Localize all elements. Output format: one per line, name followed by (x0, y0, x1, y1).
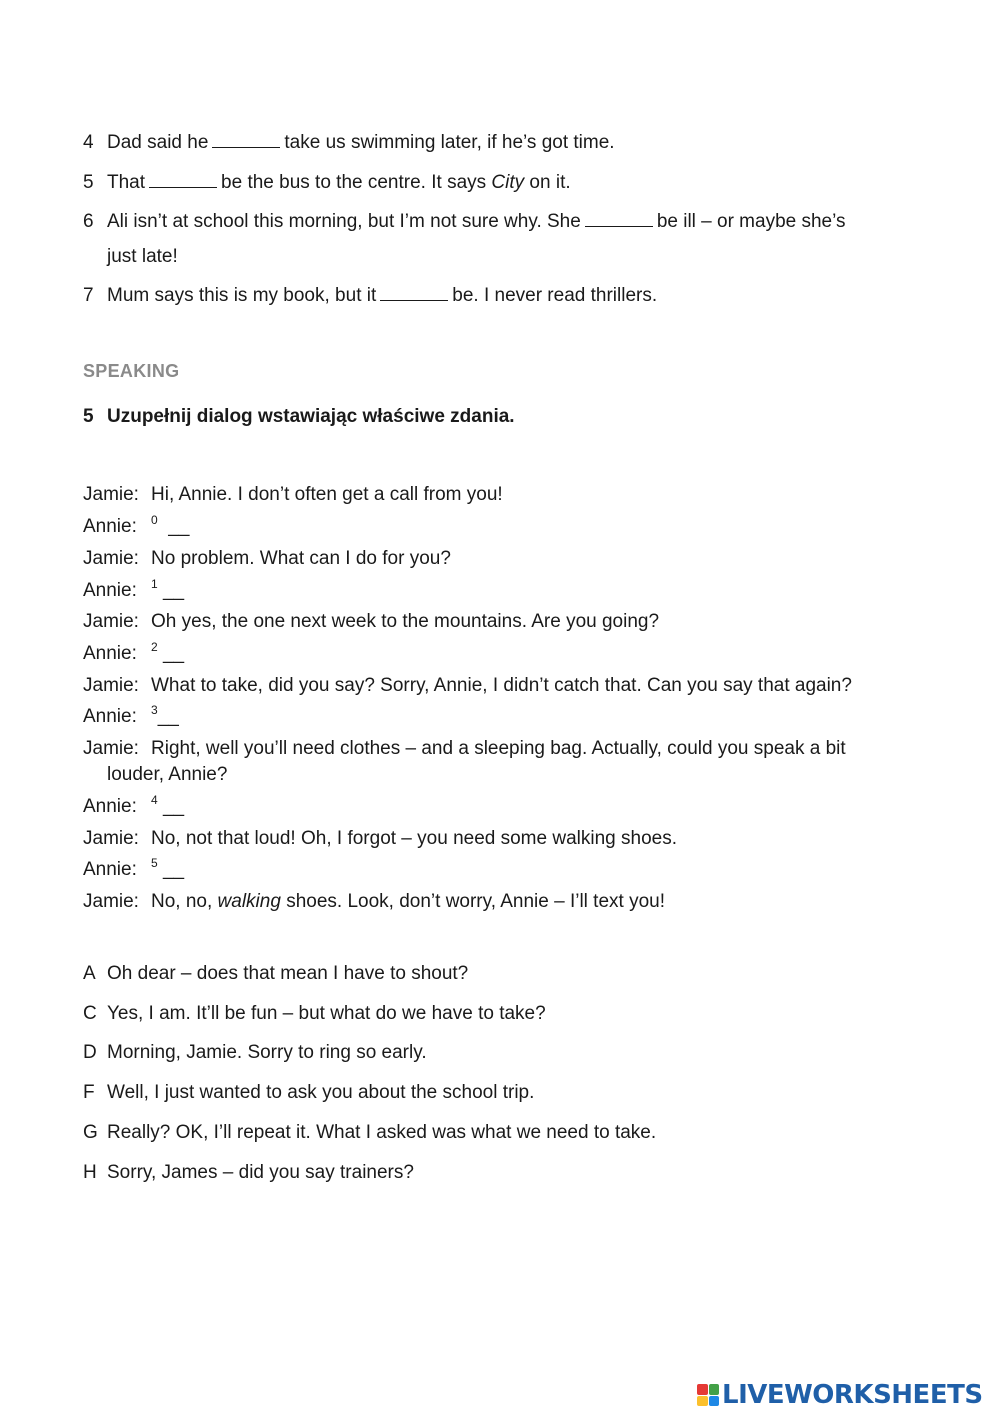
option-letter: H (83, 1162, 97, 1183)
dialogue-line: Oh yes, the one next week to the mountains. Are you going? (151, 611, 660, 632)
item-text: on it. (524, 172, 571, 193)
dialogue-line: No, no, (151, 891, 218, 912)
option-letter: A (83, 963, 96, 984)
dialogue-line: What to take, did you say? Sorry, Annie, I didn’t catch that. Can you say that again? (151, 675, 852, 696)
option-text: Sorry, James – did you say trainers? (107, 1162, 414, 1183)
item-number: 7 (83, 285, 94, 306)
dialogue-line: No, not that loud! Oh, I forgot – you need some walking shoes. (151, 828, 677, 849)
speaker-label: Annie: (83, 643, 137, 664)
option-text: Well, I just wanted to ask you about the school trip. (107, 1082, 535, 1103)
task-instruction: Uzupełnij dialog wstawiając właściwe zdania. (107, 406, 515, 427)
item-text: take us swimming later, if he’s got time. (284, 132, 615, 153)
item-text: That (107, 172, 146, 193)
item-number: 6 (83, 211, 94, 232)
speaker-label: Jamie: (83, 484, 139, 505)
item-text: Mum says this is my book, but it (107, 285, 377, 306)
dialogue-gap[interactable]: __ (162, 796, 185, 817)
dialogue-line: Hi, Annie. I don’t often get a call from you! (151, 484, 503, 505)
option-letter: C (83, 1003, 97, 1024)
gap-number: 0 (151, 513, 158, 527)
speaker-label: Jamie: (83, 891, 139, 912)
logo-badge-tile (709, 1396, 720, 1407)
dialogue-line-italic: walking (217, 891, 281, 912)
dialogue-line: No problem. What can I do for you? (151, 548, 451, 569)
speaker-label: Jamie: (83, 548, 139, 569)
item-number: 4 (83, 132, 94, 153)
speaker-label: Annie: (83, 796, 137, 817)
speaker-label: Jamie: (83, 611, 139, 632)
option-text: Morning, Jamie. Sorry to ring so early. (107, 1042, 427, 1063)
gap-number: 2 (151, 640, 158, 654)
item-text-continued: just late! (107, 246, 178, 267)
logo-text: LIVEWORKSHEETS (722, 1380, 983, 1410)
dialogue-gap[interactable]: __ (168, 516, 190, 537)
speaker-label: Annie: (83, 706, 137, 727)
item-number: 5 (83, 172, 94, 193)
option-text: Yes, I am. It’ll be fun – but what do we have to take? (107, 1003, 546, 1024)
item-text-italic: City (491, 172, 525, 193)
option-letter: F (83, 1082, 95, 1103)
item-text: Dad said he (107, 132, 209, 153)
answer-blank[interactable] (149, 173, 217, 188)
speaker-label: Annie: (83, 859, 137, 880)
dialogue-line: Right, well you’ll need clothes – and a sleeping bag. Actually, could you speak a bit (151, 738, 846, 759)
dialogue-gap[interactable]: __ (162, 580, 185, 601)
option-letter: G (83, 1122, 98, 1143)
answer-blank[interactable] (380, 286, 448, 301)
section-heading: SPEAKING (83, 361, 180, 381)
dialogue-gap[interactable]: __ (162, 859, 185, 880)
speaker-label: Jamie: (83, 675, 139, 696)
item-text: be the bus to the centre. It says (221, 172, 492, 193)
option-text: Oh dear – does that mean I have to shout? (107, 963, 469, 984)
option-text: Really? OK, I’ll repeat it. What I asked was what we need to take. (107, 1122, 657, 1143)
speaker-label: Jamie: (83, 828, 139, 849)
option-letter: D (83, 1042, 97, 1063)
item-text: be ill – or maybe she’s (656, 211, 846, 232)
logo-badge-icon (697, 1384, 719, 1406)
answer-blank[interactable] (585, 212, 653, 227)
gap-number: 5 (151, 856, 158, 870)
gap-number: 1 (151, 577, 158, 591)
dialogue-line: shoes. Look, don’t worry, Annie – I’ll text you! (280, 891, 665, 912)
item-text: Ali isn’t at school this morning, but I’m not sure why. She (107, 211, 581, 232)
speaker-label: Jamie: (83, 738, 139, 759)
speaker-label: Annie: (83, 516, 137, 537)
dialogue-gap[interactable]: __ (162, 643, 185, 664)
answer-blank[interactable] (212, 133, 280, 148)
logo-badge-tile (709, 1384, 720, 1395)
item-text: be. I never read thrillers. (452, 285, 658, 306)
logo-badge-tile (697, 1384, 708, 1395)
task-number: 5 (83, 406, 94, 427)
speaker-label: Annie: (83, 580, 137, 601)
gap-number: 4 (151, 793, 158, 807)
gap-number: 3 (151, 703, 158, 717)
dialogue-gap[interactable]: __ (157, 706, 179, 727)
liveworksheets-logo (697, 1377, 983, 1413)
logo-badge-tile (697, 1396, 708, 1407)
dialogue-line-continued: louder, Annie? (107, 764, 228, 785)
